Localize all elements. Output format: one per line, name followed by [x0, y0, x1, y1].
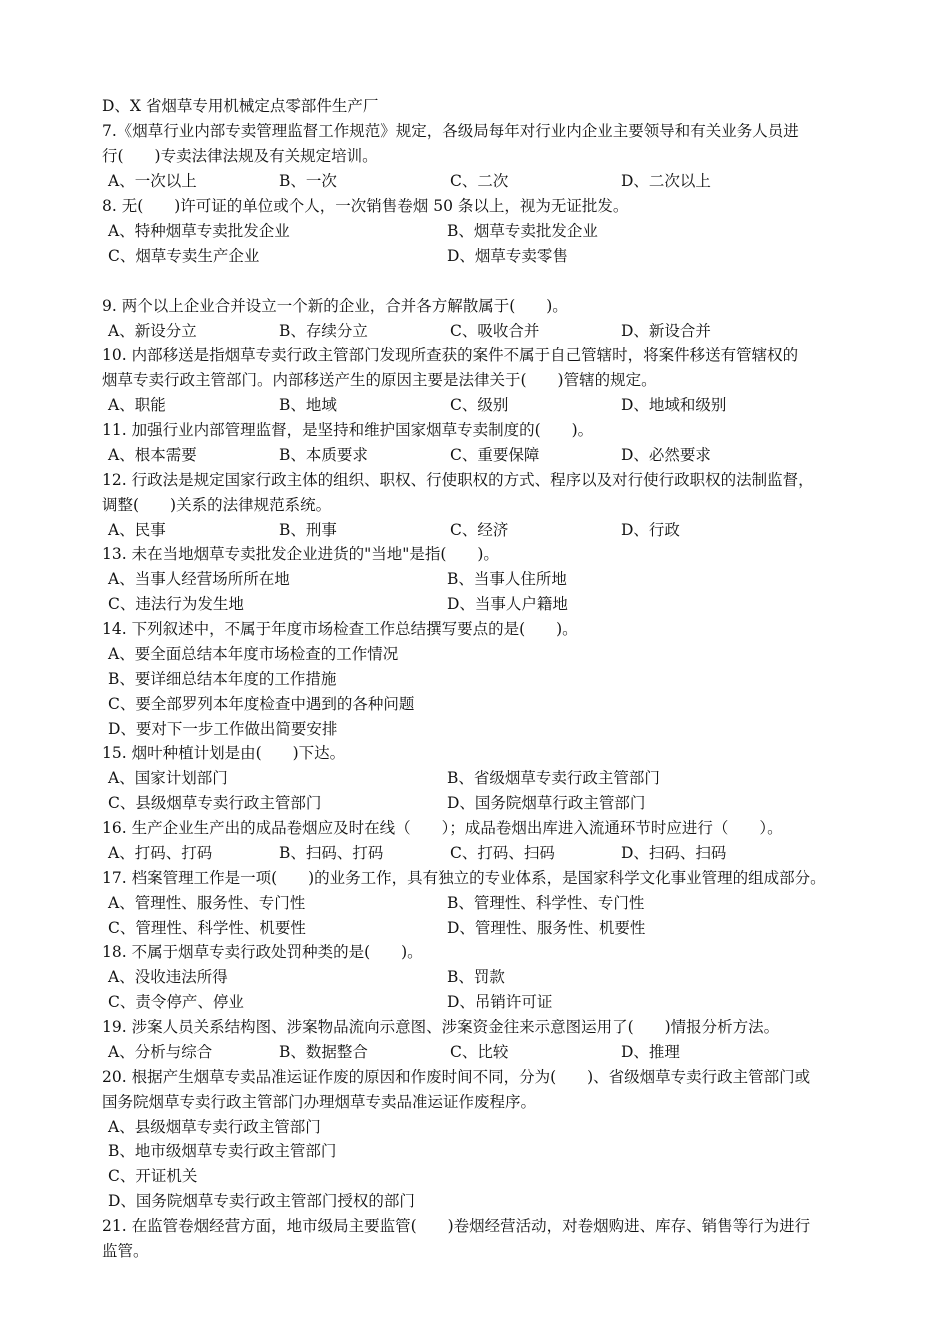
option-b: B、存续分立: [279, 322, 368, 340]
question-stem-line: 烟草专卖行政主管部门。内部移送产生的原因主要是法律关于( )管辖的规定。: [102, 371, 657, 389]
option-b: B、烟草专卖批发企业: [447, 222, 598, 240]
option-a: A、职能: [108, 396, 166, 414]
option-c: C、吸收合并: [450, 322, 540, 340]
question-stem-line: 国务院烟草专卖行政主管部门办理烟草专卖品准运证作废程序。: [102, 1093, 537, 1111]
option-b: B、管理性、科学性、专门性: [447, 894, 645, 912]
option-a: A、打码、打码: [108, 844, 213, 862]
option-d: D、国务院烟草行政主管部门: [447, 794, 646, 812]
option-d: D、必然要求: [621, 446, 711, 464]
option-d: D、新设合并: [621, 322, 711, 340]
question-stem-line: 13. 未在当地烟草专卖批发企业进货的"当地"是指( )。: [102, 545, 499, 563]
question-stem-line: 20. 根据产生烟草专卖品准运证作废的原因和作废时间不同，分为( )、省级烟草专卖行政主管部门或: [102, 1068, 811, 1086]
option-b: B、罚款: [447, 968, 505, 986]
option-b: B、地市级烟草专卖行政主管部门: [108, 1142, 337, 1160]
option-c: C、打码、扫码: [450, 844, 555, 862]
option-a: A、国家计划部门: [108, 769, 228, 787]
option-d: D、国务院烟草专卖行政主管部门授权的部门: [108, 1192, 415, 1210]
option-d: D、当事人户籍地: [447, 595, 568, 613]
option-a: A、管理性、服务性、专门性: [108, 894, 306, 912]
option-c: C、比较: [450, 1043, 509, 1061]
option-a: A、新设分立: [108, 322, 197, 340]
option-a: A、当事人经营场所所在地: [108, 570, 290, 588]
option-c: C、二次: [450, 172, 509, 190]
option-a: A、分析与综合: [108, 1043, 213, 1061]
question-stem-line: 调整( )关系的法律规范系统。: [102, 496, 332, 514]
option-a: A、要全面总结本年度市场检查的工作情况: [108, 645, 399, 663]
question-stem-line: 17. 档案管理工作是一项( )的业务工作，具有独立的专业体系，是国家科学文化事业管理的组成部分。: [102, 869, 826, 887]
option-b: B、地域: [279, 396, 337, 414]
option-c: C、经济: [450, 521, 509, 539]
option-d: D、要对下一步工作做出简要安排: [108, 720, 338, 738]
option-a: A、一次以上: [108, 172, 197, 190]
question-stem-line: 监管。: [102, 1242, 149, 1260]
option-c: C、县级烟草专卖行政主管部门: [108, 794, 322, 812]
option-c: C、责令停产、停业: [108, 993, 244, 1011]
option-b: B、刑事: [279, 521, 337, 539]
option-a: A、没收违法所得: [108, 968, 228, 986]
question-stem-line: 11. 加强行业内部管理监督，是坚持和维护国家烟草专卖制度的( )。: [102, 421, 594, 439]
question-stem-line: 18. 不属于烟草专卖行政处罚种类的是( )。: [102, 943, 423, 961]
question-stem-line: 21. 在监管卷烟经营方面，地市级局主要监管( )卷烟经营活动，对卷烟购进、库存、销售等行为进行: [102, 1217, 811, 1235]
option-c: C、开证机关: [108, 1167, 198, 1185]
option-d: D、烟草专卖零售: [447, 247, 568, 265]
question-stem-line: 12. 行政法是规定国家行政主体的组织、职权、行使职权的方式、程序以及对行使行政职权的法制监督，: [102, 471, 814, 489]
option-c: C、级别: [450, 396, 509, 414]
question-stem-line: 10. 内部移送是指烟草专卖行政主管部门发现所查获的案件不属于自己管辖时，将案件移送有管辖权的: [102, 346, 799, 364]
option-a: A、特种烟草专卖批发企业: [108, 222, 290, 240]
option-d: D、管理性、服务性、机要性: [447, 919, 646, 937]
option-c: C、要全部罗列本年度检查中遇到的各种问题: [108, 695, 415, 713]
option-c: C、重要保障: [450, 446, 540, 464]
option-a: A、县级烟草专卖行政主管部门: [108, 1118, 321, 1136]
question-stem-line: 7.《烟草行业内部专卖管理监督工作规范》规定，各级局每年对行业内企业主要领导和有关业务人员进: [102, 122, 799, 140]
option-c: C、管理性、科学性、机要性: [108, 919, 306, 937]
option-a: A、民事: [108, 521, 166, 539]
question-stem-line: 16. 生产企业生产出的成品卷烟应及时在线（ ）；成品卷烟出库进入流通环节时应进行（ ）。: [102, 819, 783, 837]
question-stem-line: D、X 省烟草专用机械定点零部件生产厂: [102, 97, 379, 115]
question-stem-line: 行( )专卖法律法规及有关规定培训。: [102, 147, 378, 165]
option-b: B、数据整合: [279, 1043, 368, 1061]
question-stem-line: 8. 无( )许可证的单位或个人，一次销售卷烟 50 条以上，视为无证批发。: [102, 197, 629, 215]
option-c: C、违法行为发生地: [108, 595, 244, 613]
option-b: B、省级烟草专卖行政主管部门: [447, 769, 660, 787]
option-a: A、根本需要: [108, 446, 197, 464]
option-d: D、吊销许可证: [447, 993, 553, 1011]
question-stem-line: 15. 烟叶种植计划是由( )下达。: [102, 744, 346, 762]
option-d: D、行政: [621, 521, 680, 539]
option-b: B、当事人住所地: [447, 570, 567, 588]
question-stem-line: 19. 涉案人员关系结构图、涉案物品流向示意图、涉案资金往来示意图运用了( )情报分析方法。: [102, 1018, 780, 1036]
option-d: D、二次以上: [621, 172, 711, 190]
option-b: B、扫码、打码: [279, 844, 384, 862]
option-d: D、推理: [621, 1043, 680, 1061]
option-d: D、地域和级别: [621, 396, 727, 414]
option-b: B、要详细总结本年度的工作措施: [108, 670, 337, 688]
option-d: D、扫码、扫码: [621, 844, 727, 862]
option-c: C、烟草专卖生产企业: [108, 247, 260, 265]
option-b: B、本质要求: [279, 446, 368, 464]
question-stem-line: 14. 下列叙述中，不属于年度市场检查工作总结撰写要点的是( )。: [102, 620, 578, 638]
question-stem-line: 9. 两个以上企业合并设立一个新的企业，合并各方解散属于( )。: [102, 297, 568, 315]
option-b: B、一次: [279, 172, 337, 190]
